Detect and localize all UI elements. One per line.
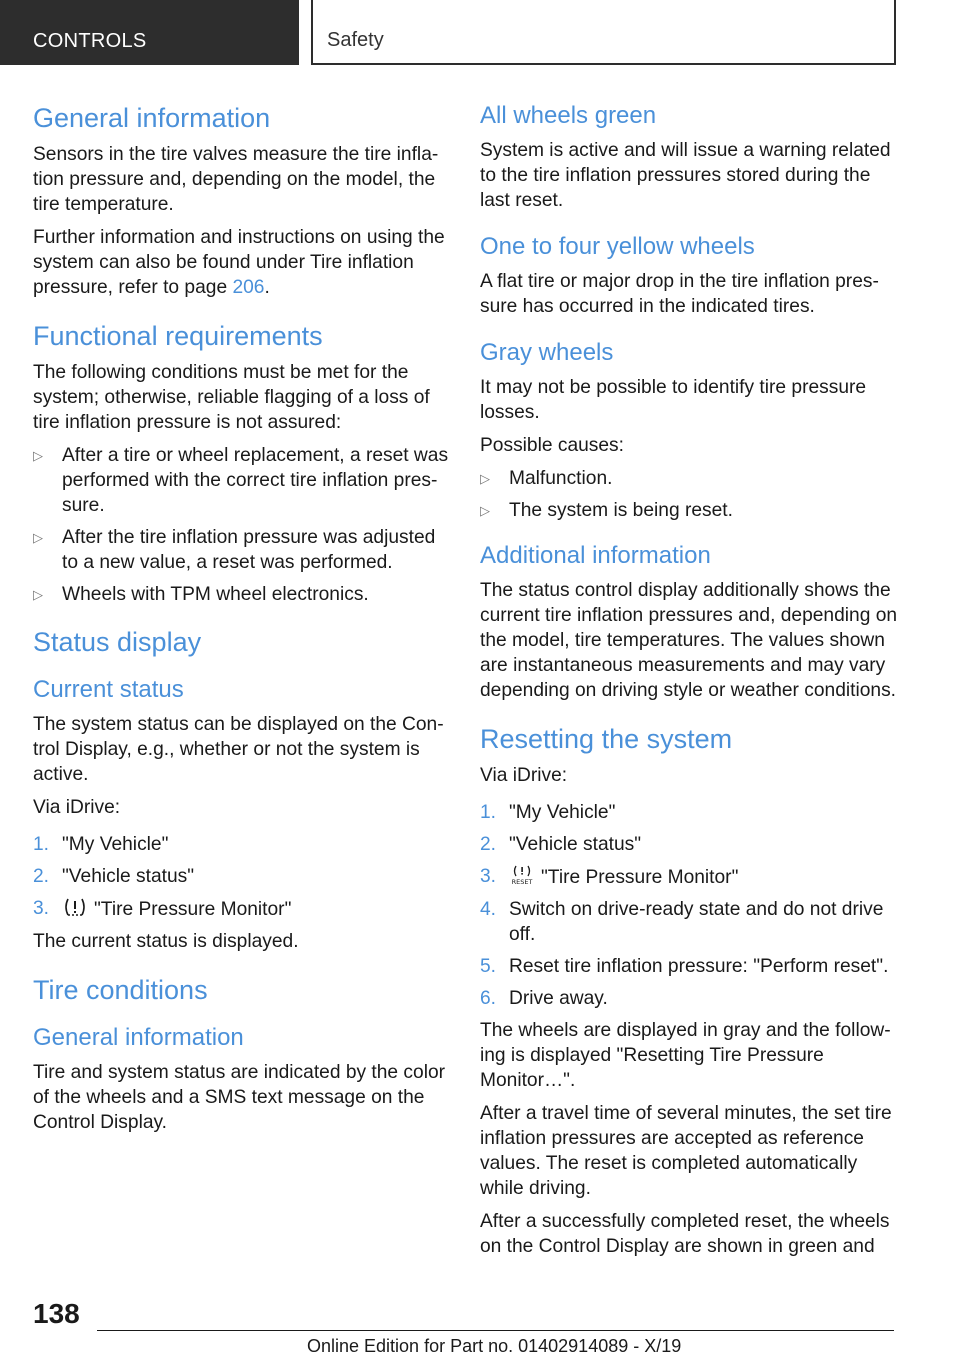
heading-all-wheels-green: All wheels green: [480, 102, 657, 129]
heading-gray-wheels: Gray wheels: [480, 339, 614, 366]
list-item: 5. Reset tire inflation pressure: "Perform reset".: [480, 956, 889, 977]
triangle-right-icon: ▷: [33, 587, 43, 602]
list-item: 2. "Vehicle status": [480, 834, 642, 855]
triangle-right-icon: ▷: [480, 503, 490, 518]
svg-text:RESET: RESET: [511, 878, 533, 886]
heading-tire-conditions: Tire conditions: [33, 975, 208, 1005]
paragraph: After a travel time of several minutes, the set tire inflation pressures are accepted as reference values. The reset is completed automatically while driving.: [480, 1103, 892, 1199]
left-column: [33, 100, 451, 1143]
paragraph: Possible causes:: [480, 435, 624, 456]
causes-list: [480, 466, 898, 523]
triangle-right-icon: ▷: [33, 448, 43, 463]
list-item: 1. "My Vehicle": [480, 802, 616, 823]
paragraph: The current status is displayed.: [33, 931, 299, 952]
paragraph: After a successfully completed reset, the wheels on the Control Display are shown in green and: [480, 1211, 890, 1257]
chapter-tab: [311, 0, 896, 65]
page-reference-link[interactable]: 206: [232, 277, 265, 298]
paragraph: It may not be possible to identify tire pressure losses.: [480, 377, 867, 423]
tire-pressure-reset-icon: [509, 864, 535, 886]
list-item: ▷ Malfunction.: [480, 468, 613, 489]
paragraph: The status control display additionally shows the current tire inflation pressures and, depending on the model, tire temperatures. The values shown are instantaneous measurements and may vary depending on driving style or weather conditions.: [480, 580, 898, 701]
requirements-list: [33, 443, 451, 607]
heading-yellow-wheels: One to four yellow wheels: [480, 233, 755, 260]
triangle-right-icon: ▷: [33, 530, 43, 545]
list-item: ▷ The system is being reset.: [480, 500, 733, 521]
paragraph: Tire and system status are indicated by the color of the wheels and a SMS text message on the Control Display.: [33, 1062, 446, 1133]
section-title: CONTROLS: [33, 30, 147, 52]
heading-current-status: Current status: [33, 676, 184, 703]
edition-note: Online Edition for Part no. 01402914089 - X/19: [307, 1336, 682, 1356]
list-item: ▷ Wheels with TPM wheel electronics.: [33, 584, 369, 605]
footer-divider: [97, 1330, 894, 1331]
heading-status-display: Status display: [33, 627, 202, 657]
heading-general-information-2: General information: [33, 1024, 244, 1051]
right-column: [480, 100, 898, 1267]
paragraph: A flat tire or major drop in the tire inflation pressure has occurred in the indicated tires.: [480, 271, 879, 317]
list-item: 2. "Vehicle status": [33, 866, 195, 887]
tire-pressure-warning-icon: [62, 896, 88, 918]
heading-functional-requirements: Functional requirements: [33, 321, 323, 351]
list-item: ▷ After a tire or wheel replacement, a reset was performed with the correct tire inflation pressure.: [33, 445, 449, 516]
list-item: 6. Drive away.: [480, 988, 608, 1009]
paragraph: Sensors in the tire valves measure the tire inflation pressure and, depending on the model, the tire temperature.: [33, 144, 439, 215]
page-number: 138: [33, 1298, 80, 1329]
paragraph: Via iDrive:: [480, 765, 568, 786]
paragraph: The wheels are displayed in gray and the following is displayed "Resetting Tire Pressure Monitor…".: [480, 1020, 891, 1091]
heading-additional-information: Additional information: [480, 542, 711, 569]
section-tab: [0, 0, 299, 65]
list-item: ▷ After the tire inflation pressure was adjusted to a new value, a reset was performed.: [33, 527, 436, 573]
list-item: 3. "Tire Pressure Monitor": [33, 898, 292, 920]
heading-resetting-the-system: Resetting the system: [480, 724, 733, 754]
paragraph: The system status can be displayed on the Control Display, e.g., whether or not the system is active.: [33, 714, 444, 785]
paragraph: Via iDrive:: [33, 797, 121, 818]
paragraph: The following conditions must be met for the system; otherwise, reliable flagging of a loss of tire inflation pressure is not assured:: [33, 362, 430, 433]
list-item: 4. Switch on drive-ready state and do not drive off.: [480, 899, 884, 945]
triangle-right-icon: ▷: [480, 471, 490, 486]
list-item: 3. RESET "Tire Pressure Monitor": [480, 866, 739, 888]
status-steps: [33, 832, 451, 922]
paragraph: Further information and instructions on using the system can also be found under Tire inflation pressure, refer to page 206.: [33, 227, 445, 298]
reset-steps: [480, 800, 898, 1011]
list-item: 1. "My Vehicle": [33, 834, 169, 855]
paragraph: System is active and will issue a warning related to the tire inflation pressures stored during the last reset.: [480, 140, 891, 211]
heading-general-information: General information: [33, 103, 271, 133]
chapter-title: Safety: [327, 29, 384, 51]
